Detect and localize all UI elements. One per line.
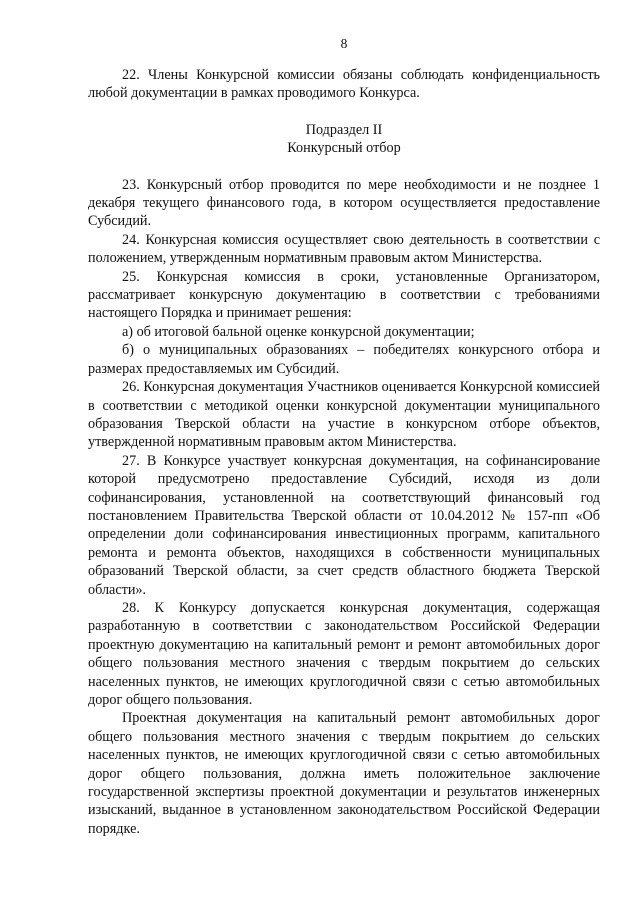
page-number: 8: [340, 36, 348, 51]
subsection-title: Конкурсный отбор: [287, 140, 401, 157]
paragraph-22: 22. Члены Конкурсной комиссии обязаны соблюдать конфиденциальность любой документации в рамках проводимого Конкурса.: [88, 67, 600, 102]
paragraph-24: 24. Конкурсная комиссия осуществляет свою деятельность в соответствии с положением, утвержденным нормативным правовым актом Министерства.: [88, 231, 600, 267]
paragraph-23: 23. Конкурсный отбор проводится по мере необходимости и не позднее 1 декабря текущего финансового года, в котором осуществляется предоставление Субсидий.: [88, 176, 600, 230]
paragraph-28-continuation: Проектная документация на капитальный ремонт автомобильных дорог общего пользования местного значения с твердым покрытием до сельских населенных пунктов, не имеющих круглогодичной связи с сетью автомобильных дорог общего пользования, должна иметь положительное заключение государственной экспертизы проектной документации и результатов инженерных изысканий, выданное в установленном законодательством Российской Федерации порядке.: [88, 710, 600, 837]
paragraph-27: 27. В Конкурсе участвует конкурсная документация, на софинансирование которой предусмотрено предоставление Субсидий, исходя из доли софинансирования, установленной на соответствующий финансовый год постановлением Правительства Тверской области от 10.04.2012 № 157-пп «Об определении доли софинансирования инвестиционных программ, капитального ремонта и ремонта объектов, находящихся в собственности муниципальных образований Тверской области, за счет средств областного бюджета Тверской области».: [88, 452, 600, 598]
subsection-heading: Подраздел II: [305, 121, 383, 138]
document-body: [88, 66, 600, 838]
paragraph-26: 26. Конкурсная документация Участников оценивается Конкурсной комиссией в соответствии с методикой оценки конкурсной документации муниципального образования Тверской области на участие в конкурсном отборе объектов, утвержденной нормативным правовым актом Министерства.: [88, 379, 600, 451]
paragraph-25-item-b: б) о муниципальных образованиях – победителях конкурсного отбора и размерах предоставляемых им Субсидий.: [88, 342, 600, 377]
paragraph-25: 25. Конкурсная комиссия в сроки, установленные Организатором, рассматривает конкурсную документацию в соответствии с требованиями настоящего Порядка и принимает решения:: [88, 268, 600, 322]
paragraph-25-item-a: а) об итоговой бальной оценке конкурсной документации;: [122, 323, 475, 340]
paragraph-28: 28. К Конкурсу допускается конкурсная документация, содержащая разработанную в соответствии с законодательством Российской Федерации проектную документацию на капитальный ремонт и ремонт автомобильных дорог общего пользования местного значения с твердым покрытием до сельских населенных пунктов, не имеющих круглогодичной связи с сетью автомобильных дорог общего пользования.: [88, 599, 600, 708]
